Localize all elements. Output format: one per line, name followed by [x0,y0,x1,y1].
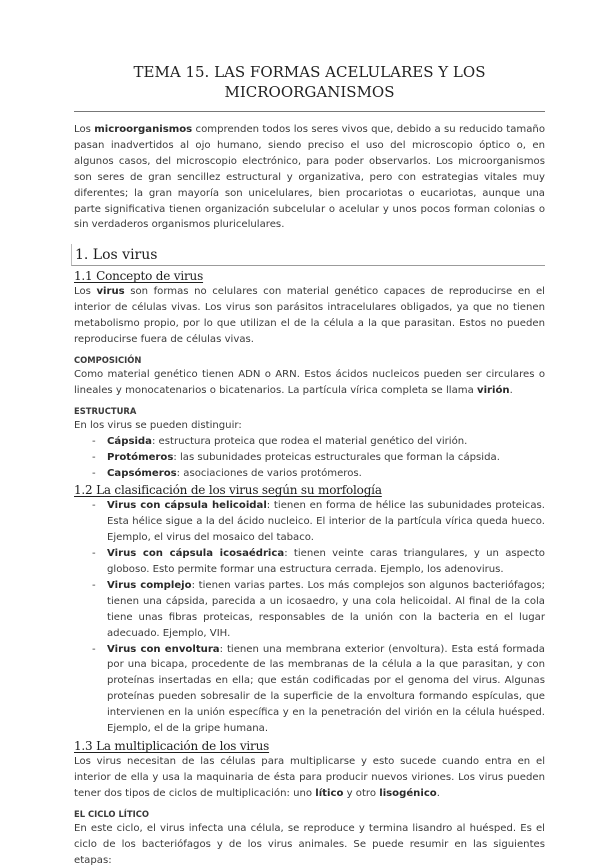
list-item-text: : las subunidades proteicas estructurales que forman la cápsida. [173,451,500,463]
concepto-bold-term: virus [96,286,125,298]
list-item-term: Protómeros [107,451,174,463]
intro-text: Los [74,124,95,135]
list-item-term: Virus con cápsula icosaédrica [107,548,285,560]
list-item-term: Virus con cápsula helicoidal [107,500,267,512]
list-item-term: Capsómeros [107,467,177,479]
multiplicacion-bold-litico: lítico [315,787,344,799]
list-item-text: : tienen varias partes. Los más complejos son algunos bacteriófagos; tienen una cápsida, parecida a un icosaedro, y una cola helicoidal. Al final de la cola tiene unas fibras proteicas, responsables de la unión con la bacteria en el lugar adecuado. Ejemplo, VIH. [107,579,545,639]
list-item [92,466,545,482]
list-item [92,450,545,466]
intro-paragraph [74,122,545,233]
list-item-term: Virus complejo [107,579,192,591]
estructura-intro: En los virus se pueden distinguir: [74,419,242,431]
concepto-paragraph [74,284,545,348]
multiplicacion-text-mid: y otro [343,787,380,799]
list-item-term: Virus con envoltura [107,643,220,655]
intro-bold-term: microorganismos [94,124,193,135]
subsection-heading-concepto: 1.1 Concepto de virus [74,269,204,284]
list-item-text: : tienen veinte caras triangulares, y un aspecto globoso. Esto permite formar una estructura cerrada. Ejemplo, los adenovirus. [107,548,545,576]
title-divider [74,111,545,112]
estructura-heading: ESTRUCTURA [74,405,137,416]
subsection-heading-multiplicacion: 1.3 La multiplicación de los virus [74,739,270,753]
clasificacion-list [74,498,545,737]
list-item [92,642,545,737]
section-heading-virus: 1. Los virus [71,244,545,266]
concepto-text-rest: son formas no celulares con material genético capaces de reproducirse en el interior de células vivas. Los virus son parásitos intracelulares obligados, ya que no tienen metabolismo propio, por lo que utilizan el de la célula a la que parasitan. Estos no pueden reproducirse fuera de células vivas. [74,286,545,346]
list-item [92,578,545,642]
ciclo-litico-paragraph: En este ciclo, el virus infecta una célula, se reproduce y termina lisandro al huésped. Es el ciclo de los bacteriófagos y de los virus animales. Se puede resumir en las siguientes etapas: [74,822,545,866]
list-item-text: : tienen en forma de hélice las subunidades proteicas. Esta hélice sigue a la del ácido nucleico. El interior de la partícula vírica queda hueco. Ejemplo, el virus del mosaico del tabaco. [107,500,545,544]
multiplicacion-bold-lisogenico: lisogénico [379,787,437,799]
ciclo-litico-heading: EL CICLO LÍTICO [74,808,150,819]
list-item-term: Cápsida [107,435,152,447]
list-item [92,498,545,546]
composicion-text: Como material genético tienen ADN o ARN. Estos ácidos nucleicos pueden ser circulares o lineales y monocatenarios o bicatenarios. La partícula vírica completa se llama [74,368,545,396]
multiplicacion-text-end: . [436,787,440,799]
document-title: TEMA 15. LAS FORMAS ACELULARES Y LOS MICROORGANISMOS [133,63,486,101]
composicion-bold-term: virión [477,384,510,396]
list-item-text: : tienen una membrana exterior (envoltura). Esta está formada por una bicapa, procedente de las membranas de la célula a la que parasitan, y con proteínas insertadas en ella; que están codificadas por el genoma del virus. Algunas proteínas pueden sobresalir de la superficie de la envoltura formando espículas, que intervienen en la unión específica y en la penetración del virión en la célula huésped. Ejemplo, el de la gripe humana. [107,643,545,735]
multiplicacion-text: Los virus necesitan de las células para multiplicarse y esto sucede cuando entra en el interior de ella y usa la maquinaria de ésta para producir nuevos viriones. Los virus pueden tener dos tipos de ciclos de multiplicación: uno [74,756,545,799]
intro-text-rest: comprenden todos los seres vivos que, debido a su reducido tamaño pasan inadvertidos al ojo humano, siendo preciso el uso del microscopio óptico o, en algunos casos, del microscopio electrónico, para poder observarlos. Los microorganismos son seres de gran sencillez estructural y organizativa, pero con estrategias vitales muy diferentes; la gran mayoría son unicelulares, bien procariotas o eucariotas, aunque una parte significativa tienen organización subcelular o acelular y unos pocos forman colonias o sin verdaderos organismos pluricelulares. [74,124,545,231]
composicion-paragraph [74,367,545,399]
composicion-text-end: . [509,384,513,396]
estructura-list [74,434,545,482]
list-item-text: : asociaciones de varios protómeros. [176,467,362,479]
concepto-text: Los [74,286,97,298]
list-item [92,434,545,450]
composicion-heading: COMPOSICIÓN [74,354,142,365]
multiplicacion-paragraph [74,754,545,802]
subsection-heading-clasificacion: 1.2 La clasificación de los virus según su morfología [74,483,382,498]
list-item-text: : estructura proteica que rodea el material genético del virión. [151,435,468,447]
list-item [92,546,545,578]
